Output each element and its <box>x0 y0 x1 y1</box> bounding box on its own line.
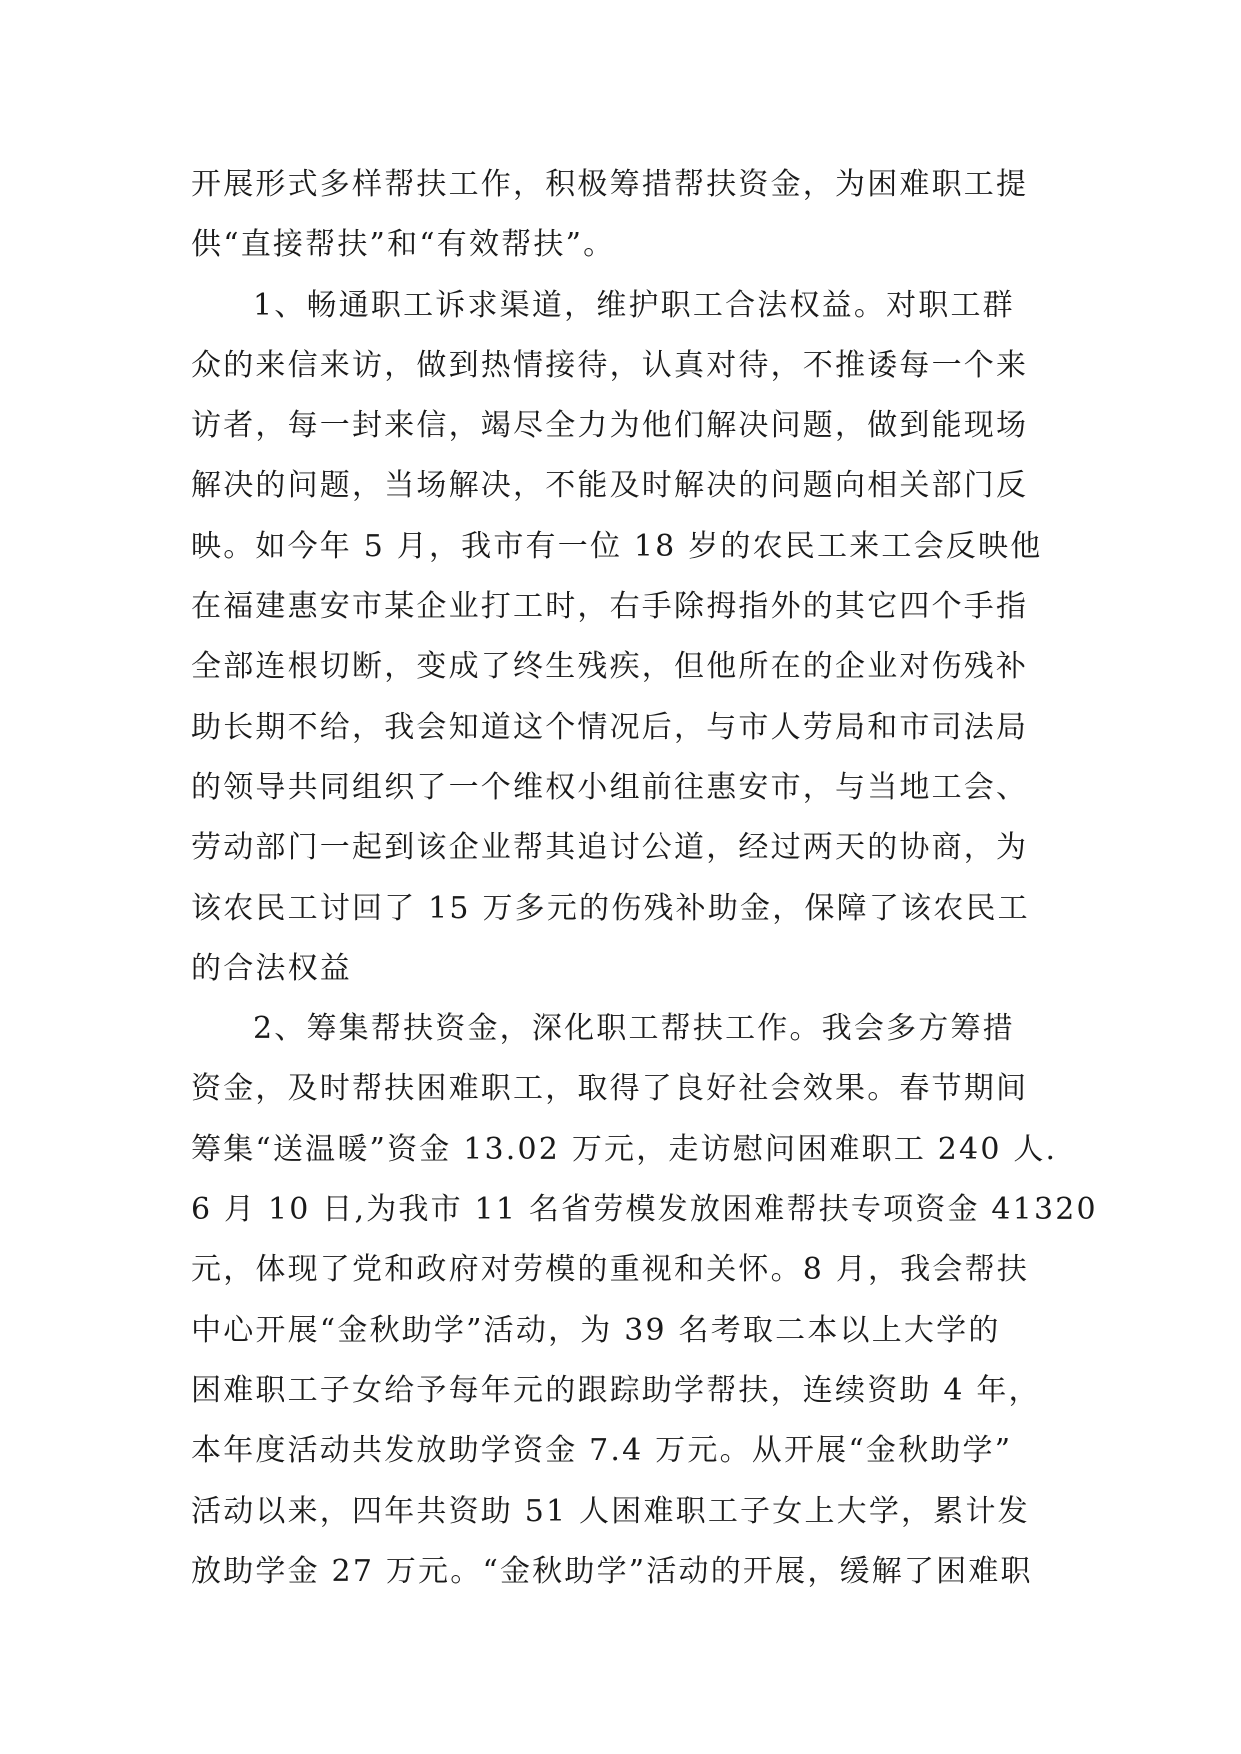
text-line: 在福建惠安市某企业打工时，右手除拇指外的其它四个手指 <box>191 589 1029 625</box>
text-line: 解决的问题，当场解决，不能及时解决的问题向相关部门反 <box>191 468 1029 504</box>
paragraph-start-line: 1、畅通职工诉求渠道，维护职工合法权益。对职工群 <box>253 287 1015 323</box>
text-line: 开展形式多样帮扶工作，积极筹措帮扶资金，为困难职工提 <box>191 167 1029 202</box>
text-line: 映。如今年 5 月，我市有一位 18 岁的农民工来工会反映他 <box>191 528 1043 564</box>
text-line: 6 月 10 日,为我市 11 名省劳模发放困难帮扶专项资金 41320 <box>191 1192 1098 1228</box>
text-line: 供“直接帮扶”和“有效帮扶”。 <box>191 227 616 263</box>
text-line: 中心开展“金秋助学”活动，为 39 名考取二本以上大学的 <box>191 1312 1001 1348</box>
text-line: 的领导共同组织了一个维权小组前往惠安市，与当地工会、 <box>191 769 1029 805</box>
text-line: 筹集“送温暖”资金 13.02 万元，走访慰问困难职工 240 人. <box>191 1131 1058 1167</box>
text-line: 资金，及时帮扶困难职工，取得了良好社会效果。春节期间 <box>191 1071 1029 1107</box>
text-line: 元，体现了党和政府对劳模的重视和关怀。8 月，我会帮扶 <box>191 1252 1030 1288</box>
text-line: 的合法权益 <box>191 950 352 986</box>
text-line: 困难职工子女给予每年元的跟踪助学帮扶，连续资助 4 年， <box>191 1372 1041 1408</box>
text-line: 活动以来，四年共资助 51 人困难职工子女上大学，累计发 <box>191 1493 1030 1529</box>
body-text <box>191 155 1098 1602</box>
text-line: 放助学金 27 万元。“金秋助学”活动的开展，缓解了困难职 <box>191 1553 1033 1589</box>
text-line: 众的来信来访，做到热情接待，认真对待，不推诿每一个来 <box>191 347 1029 383</box>
text-line: 全部连根切断，变成了终生残疾，但他所在的企业对伤残补 <box>191 649 1029 685</box>
text-line: 访者，每一封来信，竭尽全力为他们解决问题，做到能现场 <box>191 408 1029 444</box>
text-line: 助长期不给，我会知道这个情况后，与市人劳局和市司法局 <box>191 709 1029 745</box>
paragraph-start-line: 2、筹集帮扶资金，深化职工帮扶工作。我会多方筹措 <box>253 1011 1015 1047</box>
text-line: 劳动部门一起到该企业帮其追讨公道，经过两天的协商，为 <box>191 830 1029 866</box>
text-line: 本年度活动共发放助学资金 7.4 万元。从开展“金秋助学” <box>191 1433 1013 1469</box>
text-line: 该农民工讨回了 15 万多元的伤残补助金，保障了该农民工 <box>191 890 1030 926</box>
